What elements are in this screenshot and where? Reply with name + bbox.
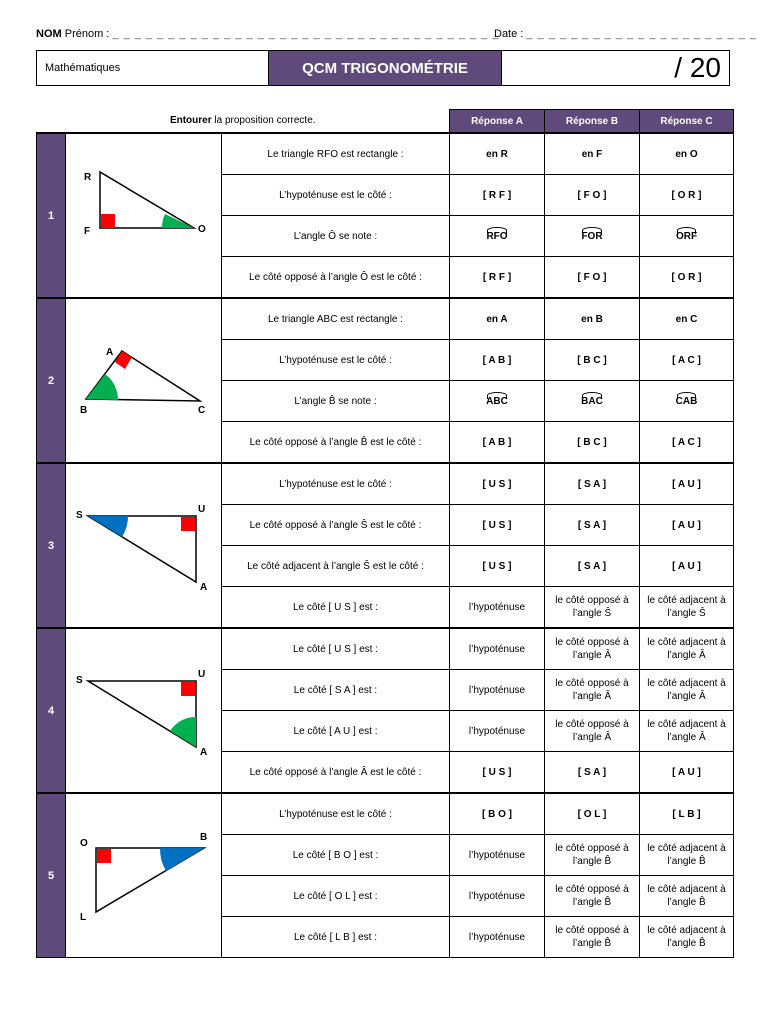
question-text: L’hypoténuse est le côté : [222, 175, 450, 216]
vertex-label-l: L [80, 912, 87, 923]
quiz-table [36, 109, 734, 958]
answer-c[interactable]: [ A U ] [640, 546, 734, 587]
answer-a[interactable]: l’hypoténuse [450, 835, 545, 876]
triangle-diagram [66, 134, 221, 294]
answer-b[interactable]: [ O L ] [545, 793, 640, 835]
question-text: Le côté opposé à l’angle B̂ est le côté : [222, 422, 450, 464]
answer-a[interactable]: l’hypoténuse [450, 711, 545, 752]
answer-c[interactable]: [ O R ] [640, 175, 734, 216]
answer-a[interactable]: [ B O ] [450, 793, 545, 835]
answer-b[interactable]: [ S A ] [545, 505, 640, 546]
question-number: 2 [37, 298, 66, 463]
answer-a[interactable]: [ A B ] [450, 340, 545, 381]
table-row [37, 298, 734, 340]
question-text: L’angle B̂ se note : [222, 381, 450, 422]
instruction-bold: Entourer [169, 115, 212, 127]
angle-notation: BAC [581, 395, 603, 407]
instruction [37, 110, 450, 134]
answer-b[interactable]: [ B C ] [545, 340, 640, 381]
answer-b[interactable]: le côté opposé à l’angle Â [545, 670, 640, 711]
table-row [37, 463, 734, 505]
table-row [37, 793, 734, 835]
answer-c[interactable]: le côté adjacent à l’angle Â [640, 711, 734, 752]
answer-b[interactable] [545, 216, 640, 257]
answer-a[interactable]: en R [450, 133, 545, 175]
answer-c[interactable]: [ L B ] [640, 793, 734, 835]
answer-c[interactable]: [ O R ] [640, 257, 734, 299]
column-header-c: Réponse C [640, 110, 734, 134]
triangle-diagram [66, 794, 221, 954]
question-text: L’hypoténuse est le côté : [222, 463, 450, 505]
answer-c[interactable]: en C [640, 298, 734, 340]
answer-a[interactable] [450, 381, 545, 422]
answer-b[interactable]: le côté opposé à l’angle Ŝ [545, 587, 640, 629]
answer-c[interactable] [640, 216, 734, 257]
answer-a[interactable] [450, 216, 545, 257]
answer-c[interactable]: le côté adjacent à l’angle B̂ [640, 835, 734, 876]
answer-b[interactable]: le côté opposé à l’angle Â [545, 711, 640, 752]
question-text: Le côté opposé à l’angle Ô est le côté : [222, 257, 450, 299]
name-line: _ _ _ _ _ _ _ _ _ _ _ _ _ _ _ _ _ _ _ _ _ _ _ _ _ _ _ _ _ _ _ _ _ _ _ [112, 28, 500, 40]
question-text: L’hypoténuse est le côté : [222, 340, 450, 381]
answer-a[interactable]: [ U S ] [450, 752, 545, 794]
title-bar [36, 50, 730, 86]
nom-label: NOM [36, 28, 62, 40]
answer-a[interactable]: l’hypoténuse [450, 917, 545, 958]
answer-b[interactable]: [ F O ] [545, 175, 640, 216]
answer-a[interactable]: l’hypoténuse [450, 876, 545, 917]
answer-c[interactable]: [ A U ] [640, 505, 734, 546]
quiz-title: QCM TRIGONOMÉTRIE [269, 51, 501, 85]
prenom-label: Prénom : [64, 28, 110, 40]
answer-b[interactable]: [ B C ] [545, 422, 640, 464]
vertex-label-a: A [200, 747, 208, 758]
triangle-figure [66, 298, 222, 463]
angle-notation: RFO [486, 230, 508, 242]
table-row [37, 133, 734, 175]
answer-a[interactable]: [ R F ] [450, 175, 545, 216]
vertex-label-a: A [200, 582, 208, 593]
column-header-a: Réponse A [450, 110, 545, 134]
answer-b[interactable]: [ S A ] [545, 463, 640, 505]
vertex-label-c: C [198, 405, 206, 416]
answer-a[interactable]: [ U S ] [450, 546, 545, 587]
angle-notation: FOR [581, 230, 603, 242]
answer-a[interactable]: en A [450, 298, 545, 340]
vertex-label-o: O [198, 224, 206, 235]
table-row [37, 628, 734, 670]
question-text: Le côté [ U S ] est : [222, 628, 450, 670]
triangle-figure [66, 133, 222, 298]
answer-b[interactable]: en B [545, 298, 640, 340]
question-text: Le côté opposé à l’angle Â est le côté : [222, 752, 450, 794]
triangle-diagram [66, 629, 221, 789]
score-box: / 20 [501, 51, 729, 85]
name-field[interactable] [36, 28, 499, 40]
vertex-label-u: U [198, 504, 206, 515]
vertex-label-f: F [84, 226, 91, 237]
answer-a[interactable]: l’hypoténuse [450, 587, 545, 629]
question-text: Le côté [ B O ] est : [222, 835, 450, 876]
subject-label: Mathématiques [37, 51, 269, 85]
date-label: Date : [494, 28, 524, 40]
question-text: Le côté adjacent à l’angle Ŝ est le côté : [222, 546, 450, 587]
question-text: Le côté opposé à l’angle Ŝ est le côté : [222, 505, 450, 546]
angle-notation: ABC [486, 395, 508, 407]
answer-c[interactable]: le côté adjacent à l’angle B̂ [640, 876, 734, 917]
answer-b[interactable]: le côté opposé à l’angle B̂ [545, 876, 640, 917]
answer-b[interactable]: le côté opposé à l’angle B̂ [545, 917, 640, 958]
vertex-label-a: A [106, 347, 114, 358]
triangle-figure [66, 463, 222, 628]
answer-b[interactable]: en F [545, 133, 640, 175]
date-line: _ _ _ _ _ _ _ _ _ _ _ _ _ _ _ _ _ _ _ _ _ [526, 28, 758, 40]
question-text: Le triangle ABC est rectangle : [222, 298, 450, 340]
question-number: 1 [37, 133, 66, 298]
answer-b[interactable]: [ S A ] [545, 546, 640, 587]
question-number: 4 [37, 628, 66, 793]
vertex-label-r: R [84, 172, 92, 183]
question-text: L’hypoténuse est le côté : [222, 793, 450, 835]
vertex-label-s: S [76, 510, 83, 521]
answer-b[interactable]: le côté opposé à l’angle B̂ [545, 835, 640, 876]
question-text: Le triangle RFO est rectangle : [222, 133, 450, 175]
answer-c[interactable]: [ A C ] [640, 422, 734, 464]
vertex-label-s: S [76, 675, 83, 686]
question-text: Le côté [ S A ] est : [222, 670, 450, 711]
answer-a[interactable]: l’hypoténuse [450, 670, 545, 711]
answer-a[interactable]: l’hypoténuse [450, 628, 545, 670]
question-text: Le côté [ U S ] est : [222, 587, 450, 629]
question-text: Le côté [ A U ] est : [222, 711, 450, 752]
column-header-b: Réponse B [545, 110, 640, 134]
instruction-rest: la proposition correcte. [211, 115, 316, 127]
vertex-label-u: U [198, 669, 206, 680]
answer-c[interactable]: le côté adjacent à l’angle Ŝ [640, 587, 734, 629]
answer-c[interactable]: [ A C ] [640, 340, 734, 381]
answer-a[interactable]: [ U S ] [450, 505, 545, 546]
triangle-diagram [66, 299, 221, 459]
table-header-row [37, 110, 734, 134]
angle-notation: CAB [675, 395, 698, 407]
answer-a[interactable]: [ R F ] [450, 257, 545, 299]
answer-b[interactable]: [ F O ] [545, 257, 640, 299]
angle-notation: ORF [675, 230, 698, 242]
answer-c[interactable]: le côté adjacent à l’angle Â [640, 628, 734, 670]
triangle-figure [66, 628, 222, 793]
date-field[interactable] [494, 28, 757, 40]
answer-a[interactable]: [ U S ] [450, 463, 545, 505]
vertex-label-b: B [200, 832, 208, 843]
question-number: 5 [37, 793, 66, 958]
answer-c[interactable]: le côté adjacent à l’angle Â [640, 670, 734, 711]
answer-b[interactable] [545, 381, 640, 422]
answer-a[interactable]: [ A B ] [450, 422, 545, 464]
question-text: Le côté [ O L ] est : [222, 876, 450, 917]
answer-c[interactable]: [ A U ] [640, 752, 734, 794]
triangle-diagram [66, 464, 221, 624]
question-text: L’angle Ô se note : [222, 216, 450, 257]
answer-c[interactable]: en O [640, 133, 734, 175]
answer-c[interactable]: [ A U ] [640, 463, 734, 505]
answer-c[interactable]: le côté adjacent à l’angle B̂ [640, 917, 734, 958]
vertex-label-o: O [80, 838, 88, 849]
question-number: 3 [37, 463, 66, 628]
vertex-label-b: B [80, 405, 88, 416]
question-text: Le côté [ L B ] est : [222, 917, 450, 958]
answer-c[interactable] [640, 381, 734, 422]
answer-b[interactable]: le côté opposé à l’angle Â [545, 628, 640, 670]
triangle-figure [66, 793, 222, 958]
answer-b[interactable]: [ S A ] [545, 752, 640, 794]
